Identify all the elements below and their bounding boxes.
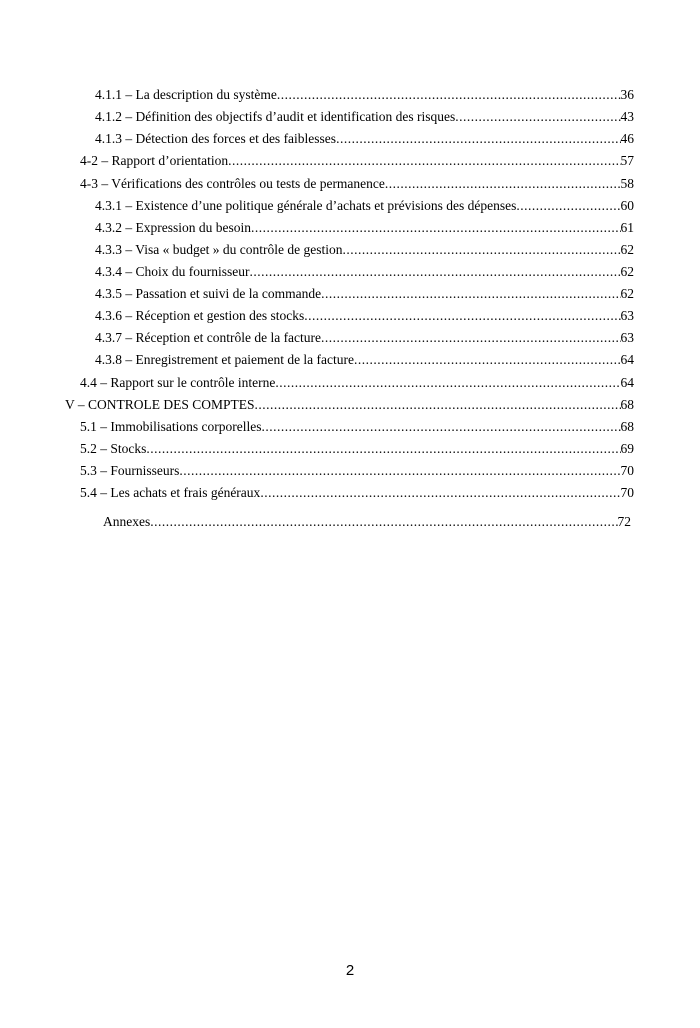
dot-leader <box>260 482 620 504</box>
toc-entry-label: 4-2 – Rapport d’orientation <box>80 153 229 168</box>
toc-entry-4-3-1 <box>95 195 634 217</box>
toc-entry-page: 57 <box>620 153 634 168</box>
toc-entry-page: 70 <box>620 485 634 500</box>
toc-entry-page: 58 <box>620 176 634 191</box>
toc-entry-4-1-3 <box>95 128 634 150</box>
toc-entry-label: 4-3 – Vérifications des contrôles ou tests de permanence <box>80 176 385 191</box>
dot-leader <box>150 511 617 533</box>
toc-entry-label: 4.1.3 – Détection des forces et des faiblesses <box>95 131 337 146</box>
toc-entry-label: 4.3.6 – Réception et gestion des stocks <box>95 308 305 323</box>
toc-entry-page: 62 <box>620 264 634 279</box>
toc-entry-4-3-3 <box>95 239 634 261</box>
toc-entry-5-1 <box>80 416 634 438</box>
dot-leader <box>385 173 621 195</box>
toc-entry-page: 68 <box>620 419 634 434</box>
toc-entry-part-v <box>65 394 634 416</box>
toc-entry-page: 63 <box>620 330 634 345</box>
toc-entry-4-1-2 <box>95 106 634 128</box>
toc-entry-4-4 <box>80 372 634 394</box>
dot-leader <box>251 217 621 239</box>
toc-entry-page: 62 <box>620 242 634 257</box>
toc-entry-4-2 <box>80 150 634 172</box>
dot-leader <box>275 372 620 394</box>
dot-leader <box>228 150 620 172</box>
dot-leader <box>261 416 620 438</box>
dot-leader <box>321 283 620 305</box>
dot-leader <box>250 261 621 283</box>
toc-entry-page: 63 <box>620 308 634 323</box>
toc-entry-4-3-5 <box>95 283 634 305</box>
toc-entry-page: 69 <box>620 441 634 456</box>
dot-leader <box>455 106 620 128</box>
toc-entry-page: 72 <box>617 514 631 529</box>
toc-entry-4-3-2 <box>95 217 634 239</box>
toc-entry-label: 4.1.2 – Définition des objectifs d’audit et identification des risques <box>95 109 456 124</box>
toc-entry-4-3-7 <box>95 327 634 349</box>
toc-entry-label: 5.2 – Stocks <box>80 441 147 456</box>
toc-entry-page: 61 <box>620 220 634 235</box>
toc-entry-4-3-8 <box>95 349 634 371</box>
toc-entry-page: 68 <box>620 397 634 412</box>
toc-entry-label: 4.3.5 – Passation et suivi de la commande <box>95 286 322 301</box>
toc-entry-label: 5.3 – Fournisseurs <box>80 463 180 478</box>
toc-entry-label: 4.3.1 – Existence d’une politique générale d’achats et prévisions des dépenses <box>95 198 517 213</box>
toc-entry-5-4 <box>80 482 634 504</box>
dot-leader <box>179 460 620 482</box>
dot-leader <box>516 195 620 217</box>
toc-entry-page: 62 <box>620 286 634 301</box>
toc-entry-page: 60 <box>620 198 634 213</box>
toc-entry-page: 64 <box>620 375 634 390</box>
dot-leader <box>321 327 620 349</box>
toc-entry-label: Annexes <box>103 514 151 529</box>
toc-entry-page: 36 <box>620 87 634 102</box>
toc-entry-label: 4.3.2 – Expression du besoin <box>95 220 251 235</box>
toc-entry-page: 43 <box>620 109 634 124</box>
page-number: 2 <box>345 962 355 979</box>
toc-entry-label: 4.3.3 – Visa « budget » du contrôle de gestion <box>95 242 343 257</box>
toc-entry-label: 5.1 – Immobilisations corporelles <box>80 419 262 434</box>
toc-entry-4-3-6 <box>95 305 634 327</box>
toc-entry-label: 4.4 – Rapport sur le contrôle interne <box>80 375 276 390</box>
toc-entry-5-2 <box>80 438 634 460</box>
toc-entry-page: 70 <box>620 463 634 478</box>
toc-entry-label: 5.4 – Les achats et frais généraux <box>80 485 261 500</box>
dot-leader <box>336 128 620 150</box>
toc-entry-page: 46 <box>620 131 634 146</box>
toc-entry-label: 4.1.1 – La description du système <box>95 87 277 102</box>
dot-leader <box>304 305 620 327</box>
toc-entry-label: 4.3.4 – Choix du fournisseur <box>95 264 250 279</box>
toc-entry-4-3 <box>80 173 634 195</box>
toc-entry-label: 4.3.8 – Enregistrement et paiement de la facture <box>95 352 355 367</box>
dot-leader <box>277 84 621 106</box>
toc-entry-label: V – CONTROLE DES COMPTES <box>65 397 255 412</box>
dot-leader <box>354 349 620 371</box>
toc-entry-annexes <box>103 511 631 533</box>
toc-entry-5-3 <box>80 460 634 482</box>
dot-leader <box>343 239 621 261</box>
toc-entry-page: 64 <box>620 352 634 367</box>
toc-entry-label: 4.3.7 – Réception et contrôle de la facture <box>95 330 322 345</box>
dot-leader <box>146 438 620 460</box>
toc-entry-4-3-4 <box>95 261 634 283</box>
dot-leader <box>255 394 621 416</box>
toc-entry-4-1-1 <box>95 84 634 106</box>
